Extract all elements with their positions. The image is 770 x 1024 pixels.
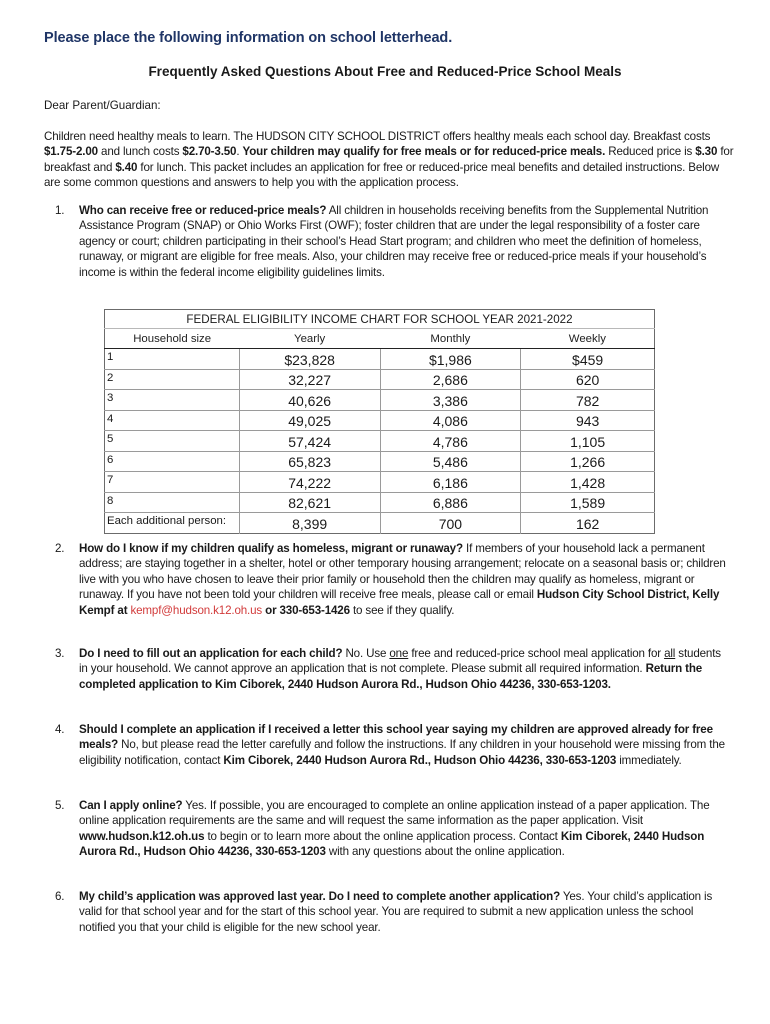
faq-number: 1. xyxy=(55,204,65,217)
weekly-income-cell: 162 xyxy=(521,513,655,534)
table-row xyxy=(105,369,655,390)
faq-question: Can I apply online? xyxy=(79,799,183,812)
faq-answer: All children in households receiving benefits from the Supplemental Nutrition Assistance Program (SNAP) or Ohio Works First (OWF); foster children that are under the legal responsibility of a foster care agency or court; children participating in their school’s Head Start program; and children who meet the definition of homeless, runaway, or migrant are eligible for free meals. Also, your children may receive free or reduced-price meals if your household’s income is within the federal income eligibility guidelines limits. xyxy=(79,204,709,279)
yearly-income-cell: 65,823 xyxy=(239,451,380,472)
table-row xyxy=(105,451,655,472)
monthly-income-cell: 5,486 xyxy=(380,451,521,472)
contact-info: Kim Ciborek, 2440 Hudson Aurora Rd., Hudson Ohio 44236, 330-653-1203 xyxy=(79,829,705,859)
weekly-income-cell: 620 xyxy=(521,369,655,390)
reduced-breakfast-price: $.30 xyxy=(695,145,718,159)
faq-item-3 xyxy=(55,646,727,692)
table-row xyxy=(105,472,655,493)
emphasis-one: one xyxy=(389,647,409,660)
faq-number: 2. xyxy=(55,542,65,555)
household-size-cell: Each additional person: xyxy=(105,513,240,534)
yearly-income-cell: 40,626 xyxy=(239,390,380,411)
column-header-yearly: Yearly xyxy=(239,329,380,349)
yearly-income-cell: 8,399 xyxy=(239,513,380,534)
faq-answer: Yes. Your child’s application is valid for that school year and for the start of this school year. You are required to submit a new application unless the school notified you that your child is eligible for the new school year. xyxy=(79,890,713,934)
weekly-income-cell: 1,105 xyxy=(521,431,655,452)
yearly-income-cell: $23,828 xyxy=(239,349,380,370)
yearly-income-cell: 74,222 xyxy=(239,472,380,493)
contact-name: Hudson City School District, Kelly Kempf at xyxy=(79,588,720,617)
monthly-income-cell: 4,786 xyxy=(380,431,521,452)
reduced-lunch-price: $.40 xyxy=(115,160,138,174)
monthly-income-cell: 3,386 xyxy=(380,390,521,411)
table-row xyxy=(105,431,655,452)
weekly-income-cell: 1,428 xyxy=(521,472,655,493)
monthly-income-cell: 2,686 xyxy=(380,369,521,390)
household-size-cell: 2 xyxy=(105,369,240,390)
faq-item-4 xyxy=(55,722,727,768)
faq-number: 6. xyxy=(55,890,65,903)
yearly-income-cell: 49,025 xyxy=(239,410,380,431)
column-header-household-size: Household size xyxy=(105,329,240,349)
faq-number: 4. xyxy=(55,723,65,736)
household-size-cell: 1 xyxy=(105,349,240,370)
column-header-monthly: Monthly xyxy=(380,329,521,349)
intro-text: . xyxy=(236,145,243,159)
weekly-income-cell: 943 xyxy=(521,410,655,431)
faq-item-2 xyxy=(55,541,727,618)
table-row xyxy=(105,492,655,513)
weekly-income-cell: 1,266 xyxy=(521,451,655,472)
website-link[interactable]: www.hudson.k12.oh.us xyxy=(79,829,205,843)
weekly-income-cell: 1,589 xyxy=(521,492,655,513)
email-link[interactable]: kempf@hudson.k12.oh.us xyxy=(130,603,263,617)
faq-question: My child’s application was approved last year. Do I need to complete another application? xyxy=(79,890,560,903)
document-title: Frequently Asked Questions About Free and Reduced-Price School Meals xyxy=(148,64,622,79)
greeting: Dear Parent/Guardian: xyxy=(44,99,161,112)
income-table-title: FEDERAL ELIGIBILITY INCOME CHART FOR SCHOOL YEAR 2021-2022 xyxy=(105,310,655,329)
letterhead-note: Please place the following information on school letterhead. xyxy=(44,30,453,46)
monthly-income-cell: 6,886 xyxy=(380,492,521,513)
monthly-income-cell: 700 xyxy=(380,513,521,534)
household-size-cell: 4 xyxy=(105,410,240,431)
faq-item-1 xyxy=(55,203,727,280)
weekly-income-cell: 782 xyxy=(521,390,655,411)
yearly-income-cell: 82,621 xyxy=(239,492,380,513)
table-row xyxy=(105,349,655,370)
yearly-income-cell: 57,424 xyxy=(239,431,380,452)
faq-number: 5. xyxy=(55,799,65,812)
monthly-income-cell: 4,086 xyxy=(380,410,521,431)
intro-text: and lunch costs xyxy=(97,145,183,159)
faq-answer: No. Use xyxy=(342,647,390,660)
breakfast-cost: $1.75-2.00 xyxy=(44,145,98,159)
column-header-weekly: Weekly xyxy=(521,329,655,349)
intro-text: for breakfast and xyxy=(44,145,734,174)
household-size-cell: 6 xyxy=(105,451,240,472)
weekly-income-cell: $459 xyxy=(521,349,655,370)
household-size-cell: 3 xyxy=(105,390,240,411)
emphasis-all: all xyxy=(664,647,676,660)
faq-question: How do I know if my children qualify as homeless, migrant or runaway? xyxy=(79,542,463,555)
household-size-cell: 7 xyxy=(105,472,240,493)
table-row xyxy=(105,513,655,534)
faq-answer: with any questions about the online application. xyxy=(325,845,565,859)
income-eligibility-table xyxy=(104,309,655,534)
contact-info: Kim Ciborek, 2440 Hudson Aurora Rd., Hudson Ohio 44236, 330-653-1203 xyxy=(223,753,617,767)
table-row xyxy=(105,410,655,431)
faq-answer: students in your household. We cannot approve an application that is not complete. Please submit all required information. xyxy=(79,647,721,676)
faq-question: Do I need to fill out an application for each child? xyxy=(79,647,343,660)
faq-answer: No, but please read the letter carefully and follow the instructions. If any children in your household were missing from the eligibility notification, contact xyxy=(79,738,725,767)
faq-answer-tail: to see if they qualify. xyxy=(349,603,455,617)
yearly-income-cell: 32,227 xyxy=(239,369,380,390)
contact-phone: or 330-653-1426 xyxy=(262,603,350,617)
table-row xyxy=(105,390,655,411)
qualify-statement: Your children may qualify for free meals or for reduced-price meals. xyxy=(242,145,606,159)
faq-question: Should I complete an application if I received a letter this school year saying my children are approved already for free meals? xyxy=(79,723,713,752)
monthly-income-cell: 6,186 xyxy=(380,472,521,493)
lunch-cost: $2.70-3.50 xyxy=(182,145,237,159)
intro-text: for lunch. This packet includes an application for free or reduced-price meal benefits and detailed instructions. Below are some common questions and answers to help you with the application process. xyxy=(44,160,720,190)
household-size-cell: 5 xyxy=(105,431,240,452)
faq-answer: Yes. If possible, you are encouraged to complete an online application instead of a paper application. The online application requirements are the same and will request the same information as the paper application. Visit xyxy=(79,799,710,828)
monthly-income-cell: $1,986 xyxy=(380,349,521,370)
intro-text: Reduced price is xyxy=(605,145,696,159)
faq-answer: If members of your household lack a permanent address; are staying together in a shelter, hotel or other temporary housing arrangement; relocate on a seasonal basis or; children live with you who have chosen to leave their prior family or household then the children may qualify as homeless, migrant or runaway. If you have not been told your children will receive free meals, please call or email xyxy=(79,542,726,602)
household-size-cell: 8 xyxy=(105,492,240,513)
faq-answer: immediately. xyxy=(616,753,682,767)
faq-number: 3. xyxy=(55,647,65,660)
faq-question: Who can receive free or reduced-price meals? xyxy=(79,204,327,217)
faq-item-6 xyxy=(55,889,727,935)
return-instructions: Return the completed application to Kim Ciborek, 2440 Hudson Aurora Rd., Hudson Ohio 44236, 330-653-1203. xyxy=(79,662,703,691)
faq-answer: to begin or to learn more about the online application process. Contact xyxy=(204,829,561,843)
intro-text: Children need healthy meals to learn. The HUDSON CITY SCHOOL DISTRICT offers healthy meals each school day. Breakfast costs xyxy=(44,130,711,143)
intro-paragraph xyxy=(44,129,734,191)
faq-answer: free and reduced-price school meal application for xyxy=(408,647,665,660)
faq-item-5 xyxy=(55,798,727,860)
